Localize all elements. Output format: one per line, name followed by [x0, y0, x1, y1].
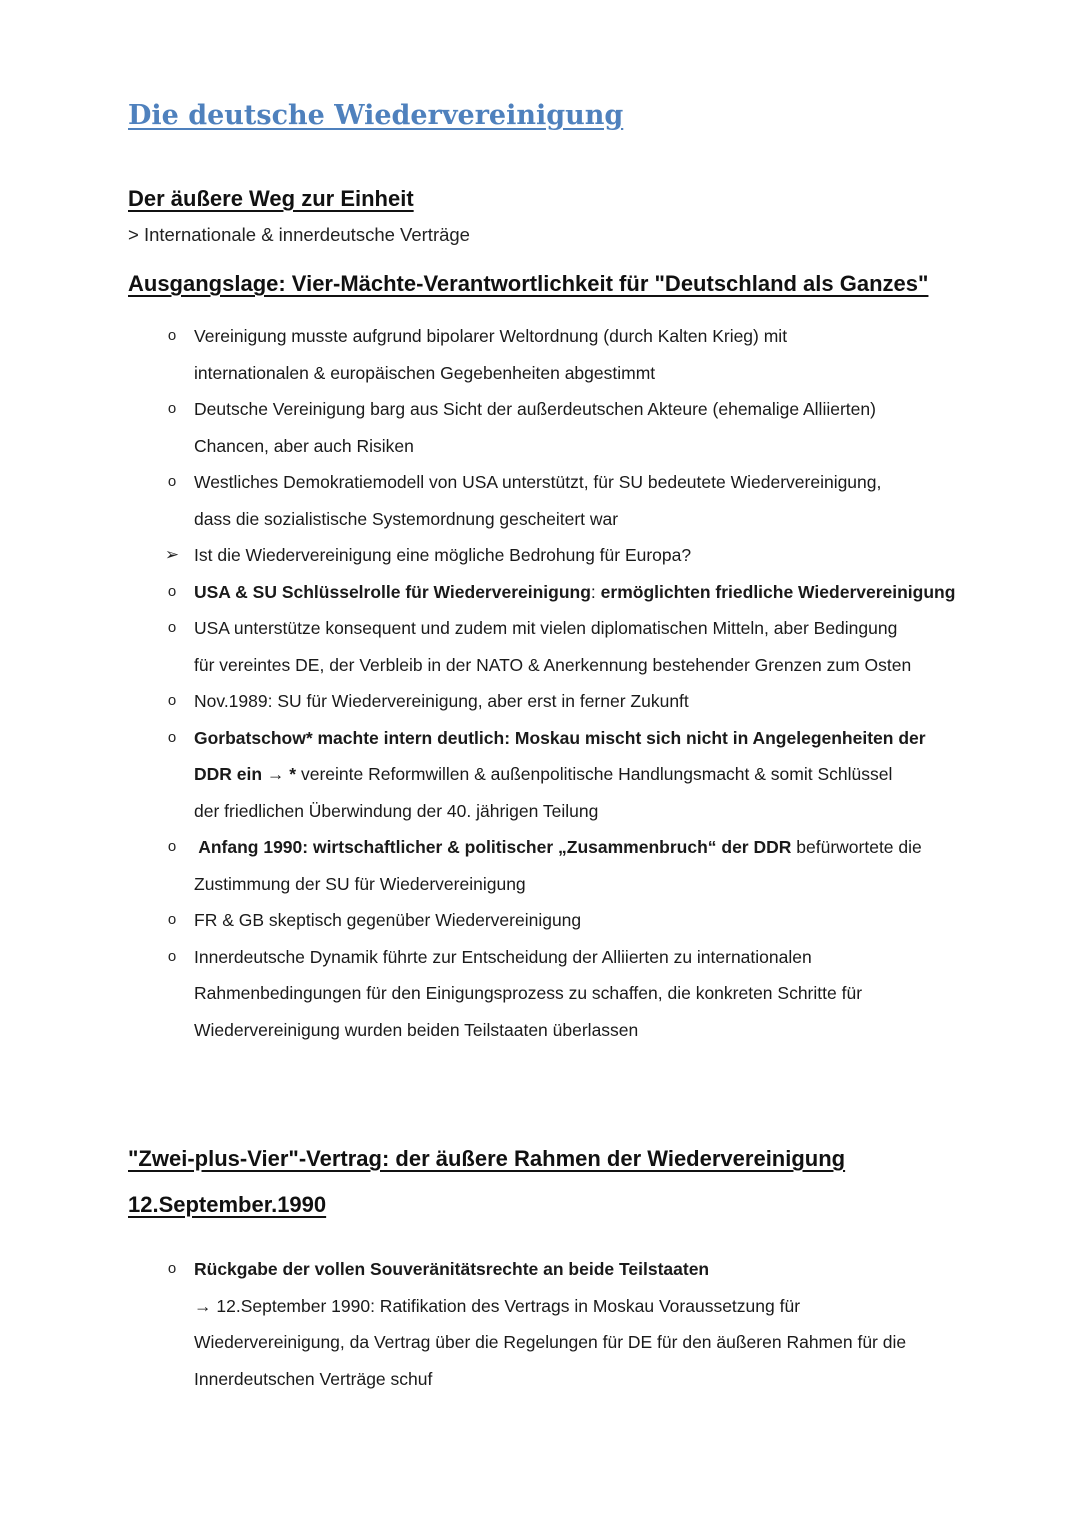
list-item: [167, 318, 964, 391]
list-item-text: Rahmenbedingungen für den Einigungsprozess zu schaffen, die konkreten Schritte für: [194, 983, 863, 1003]
bold-text: ermöglichten friedliche Wiedervereinigung: [600, 581, 956, 602]
list-item-text: Innerdeutschen Verträge schuf: [194, 1368, 433, 1389]
bold-text: Gorbatschow* machte intern deutlich: Moskau mischt sich nicht in Angelegenheiten der: [194, 727, 926, 748]
list-item-text: für vereintes DE, der Verbleib in der NATO & Anerkennung bestehender Grenzen zum Osten: [194, 654, 912, 675]
circle-bullet-icon: o: [167, 582, 177, 600]
plain-text: befürwortete die: [791, 837, 922, 857]
section-subline: > Internationale & innerdeutsche Verträge: [128, 224, 470, 245]
starting-situation-list: [0, 318, 1080, 1048]
list-item-text: [194, 574, 964, 611]
circle-bullet-icon: o: [167, 838, 177, 855]
list-item-text: Vereinigung musste aufgrund bipolarer Weltordnung (durch Kalten Krieg) mit: [194, 326, 788, 346]
section-date: 12.September.1990: [128, 1192, 327, 1217]
list-item-text: USA unterstütze konsequent und zudem mit vielen diplomatischen Mitteln, aber Bedingung: [194, 618, 898, 638]
list-item-text: Westliches Demokratiemodell von USA unterstützt, für SU bedeutete Wiedervereinigung,: [194, 472, 882, 492]
list-item: [164, 537, 964, 574]
list-item: [167, 1251, 964, 1397]
list-item-text: Deutsche Vereinigung barg aus Sicht der außerdeutschen Akteure (ehemalige Alliierten): [194, 399, 876, 419]
list-item: [167, 574, 964, 611]
list-item-text: [194, 720, 964, 757]
list-item-text: internationalen & europäischen Gegebenheiten abgestimmt: [194, 362, 656, 383]
section-heading-two-plus-four: "Zwei-plus-Vier"-Vertrag: der äußere Rahmen der Wiedervereinigung: [128, 1146, 846, 1171]
list-item-text: [194, 1251, 964, 1288]
arrowhead-bullet-icon: ➢: [164, 545, 180, 564]
list-item-text: der friedlichen Überwindung der 40. jährigen Teilung: [194, 800, 599, 821]
list-item: [167, 902, 964, 939]
list-item: [167, 464, 964, 537]
document-title: Die deutsche Wiedervereinigung: [128, 100, 624, 131]
list-item-text: Innerdeutsche Dynamik führte zur Entscheidung der Alliierten zu internationalen: [194, 946, 812, 967]
list-item-text: → 12.September 1990: Ratifikation des Vertrags in Moskau Voraussetzung für: [194, 1295, 801, 1316]
bold-text: USA & SU Schlüsselrolle für Wiedervereinigung: [194, 581, 591, 602]
circle-bullet-icon: o: [167, 1260, 177, 1277]
circle-bullet-icon: o: [167, 911, 177, 928]
circle-bullet-icon: o: [167, 619, 177, 636]
list-item-text: Wiedervereinigung wurden beiden Teilstaaten überlassen: [194, 1019, 639, 1040]
list-item: [167, 829, 964, 902]
list-item-text: Nov.1989: SU für Wiedervereinigung, aber erst in ferner Zukunft: [194, 691, 689, 711]
list-item-text: FR & GB skeptisch gegenüber Wiedervereinigung: [194, 910, 582, 930]
plain-text: vereinte Reformwillen & außenpolitische Handlungsmacht & somit Schlüssel: [296, 764, 893, 784]
list-item-text: [194, 756, 964, 793]
list-item-text: Wiedervereinigung, da Vertrag über die Regelungen für DE für den äußeren Rahmen für die: [194, 1332, 907, 1352]
circle-bullet-icon: o: [167, 692, 177, 709]
circle-bullet-icon: o: [167, 400, 177, 417]
section-heading-starting-situation: Ausgangslage: Vier-Mächte-Verantwortlichkeit für "Deutschland als Ganzes": [128, 271, 929, 296]
circle-bullet-icon: o: [167, 728, 177, 746]
list-item: [167, 391, 964, 464]
bold-text: DDR ein → *: [194, 764, 297, 784]
bold-text: Anfang 1990: wirtschaftlicher & politischer „Zusammenbruch“ der DDR: [194, 837, 792, 857]
list-item-text: dass die sozialistische Systemordnung gescheitert war: [194, 508, 619, 529]
list-item-text: Chancen, aber auch Risiken: [194, 435, 414, 456]
bold-text: Rückgabe der vollen Souveränitätsrechte an beide Teilstaaten: [194, 1259, 710, 1279]
list-item: [167, 720, 964, 830]
section-heading-outer-path: Der äußere Weg zur Einheit: [128, 186, 414, 211]
separator-text: :: [590, 581, 601, 602]
circle-bullet-icon: o: [167, 327, 177, 344]
circle-bullet-icon: o: [167, 473, 177, 490]
list-item-text: Ist die Wiedervereinigung eine mögliche Bedrohung für Europa?: [194, 545, 692, 565]
list-item: [167, 939, 964, 1049]
list-item-text: Zustimmung der SU für Wiedervereinigung: [194, 873, 526, 894]
list-item: [167, 610, 964, 683]
circle-bullet-icon: o: [167, 947, 177, 965]
two-plus-four-list: [0, 1251, 1080, 1397]
list-item: [167, 683, 964, 720]
list-item-text: [194, 829, 964, 866]
